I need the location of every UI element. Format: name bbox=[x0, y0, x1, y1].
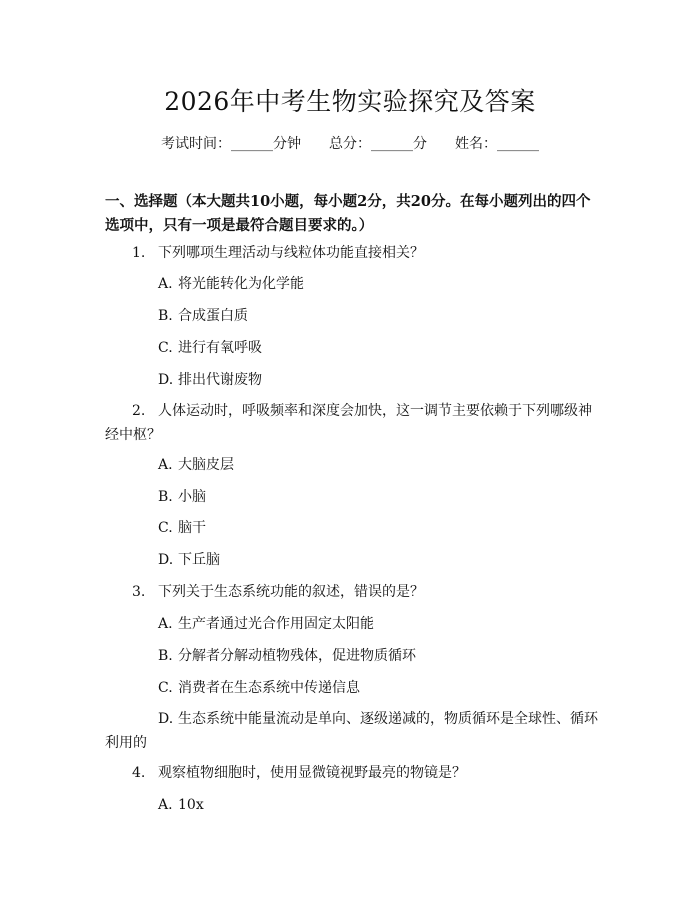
option-text: 脑干 bbox=[178, 520, 206, 536]
option-letter: D. bbox=[158, 372, 174, 388]
option-text: 小脑 bbox=[178, 489, 206, 505]
exam-meta bbox=[0, 133, 700, 153]
option-letter: B. bbox=[158, 648, 173, 664]
question-number: 3. bbox=[132, 584, 146, 600]
option-text: 大脑皮层 bbox=[178, 457, 234, 473]
option-text: 10x bbox=[178, 797, 204, 813]
option-letter: A. bbox=[158, 797, 173, 813]
option-1d bbox=[158, 368, 603, 392]
option-letter: A. bbox=[158, 457, 173, 473]
name-field: 姓名：______ bbox=[455, 136, 539, 152]
option-text: 排出代谢废物 bbox=[178, 372, 262, 388]
option-letter: C. bbox=[158, 680, 173, 696]
question-4 bbox=[105, 761, 603, 785]
option-text: 生态系统中能量流动是单向、逐级递减的，物质循环是全球性、循环利用的 bbox=[105, 711, 598, 751]
option-2c bbox=[158, 516, 603, 540]
page-title: 2026年中考生物实验探究及答案 bbox=[164, 87, 536, 116]
option-letter: A. bbox=[158, 276, 173, 292]
option-text: 生产者通过光合作用固定太阳能 bbox=[178, 616, 374, 632]
option-2d bbox=[158, 548, 603, 572]
question-text: 下列关于生态系统功能的叙述，错误的是？ bbox=[158, 584, 424, 600]
option-3b bbox=[158, 644, 603, 668]
exam-time-field: 考试时间：______分钟 bbox=[161, 136, 301, 152]
option-letter: D. bbox=[158, 711, 174, 727]
question-number: 1. bbox=[132, 245, 146, 261]
option-2a bbox=[158, 453, 603, 477]
option-letter: B. bbox=[158, 489, 173, 505]
question-1 bbox=[105, 241, 603, 265]
question-text: 人体运动时，呼吸频率和深度会加快，这一调节主要依赖于下列哪级神经中枢？ bbox=[105, 403, 592, 443]
option-letter: A. bbox=[158, 616, 173, 632]
option-1b bbox=[158, 304, 603, 328]
option-1c bbox=[158, 336, 603, 360]
option-letter: C. bbox=[158, 520, 173, 536]
question-text: 下列哪项生理活动与线粒体功能直接相关？ bbox=[158, 245, 424, 261]
option-3a bbox=[158, 612, 603, 636]
question-number: 4. bbox=[132, 765, 146, 781]
option-text: 合成蛋白质 bbox=[178, 308, 248, 324]
option-text: 进行有氧呼吸 bbox=[178, 340, 262, 356]
option-text: 下丘脑 bbox=[178, 552, 220, 568]
option-text: 将光能转化为化学能 bbox=[178, 276, 304, 292]
option-1a bbox=[158, 272, 603, 296]
question-3 bbox=[105, 580, 603, 604]
section-heading: 一、选择题（本大题共10小题，每小题2分，共20分。在每小题列出的四个选项中，只有一项是最符合题目要求的。） bbox=[105, 193, 591, 234]
option-text: 分解者分解动植物残体，促进物质循环 bbox=[178, 648, 416, 664]
option-2b bbox=[158, 485, 603, 509]
question-number: 2. bbox=[132, 403, 146, 419]
option-4a bbox=[158, 793, 603, 817]
option-text: 消费者在生态系统中传递信息 bbox=[178, 680, 360, 696]
option-letter: C. bbox=[158, 340, 173, 356]
option-letter: B. bbox=[158, 308, 173, 324]
option-letter: D. bbox=[158, 552, 174, 568]
question-text: 观察植物细胞时，使用显微镜视野最亮的物镜是？ bbox=[158, 765, 466, 781]
option-3d bbox=[105, 707, 603, 755]
question-2 bbox=[105, 399, 603, 447]
total-score-field: 总分：______分 bbox=[329, 136, 427, 152]
option-3c bbox=[158, 676, 603, 700]
